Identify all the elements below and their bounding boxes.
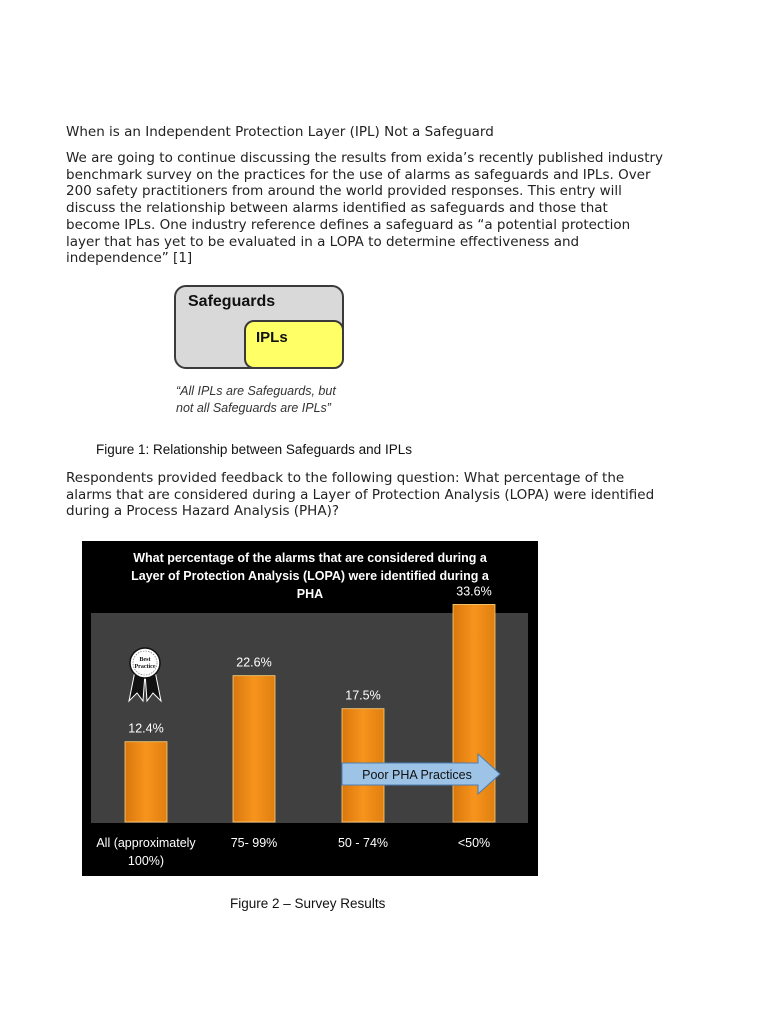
- chart-title-line: Layer of Protection Analysis (LOPA) were identified during a: [131, 569, 489, 583]
- paragraph-line: 200 safety practitioners from around the world provided responses. This entry will: [66, 183, 622, 200]
- question-paragraph: [66, 470, 654, 520]
- category-label-0: All (approximately: [96, 836, 196, 850]
- badge-text-best: Best: [139, 657, 151, 663]
- paragraph-line: benchmark survey on the practices for the use of alarms as safeguards and IPLs. Over: [66, 166, 651, 183]
- bar-1: [233, 676, 275, 822]
- figure1-caption: Figure 1: Relationship between Safeguards and IPLs: [96, 442, 412, 457]
- category-label-3: <50%: [457, 836, 491, 850]
- chart-title-line: What percentage of the alarms that are considered during a: [133, 551, 487, 565]
- poor-pha-label: Poor PHA Practices: [362, 768, 472, 782]
- survey-chart: [82, 541, 538, 876]
- data-label-3: 33.6%: [456, 584, 492, 599]
- chart-canvas: [82, 541, 538, 876]
- badge-text-practice: Practice: [134, 664, 156, 670]
- category-label-2: 50 - 74%: [337, 836, 389, 850]
- data-label-1: 22.6%: [236, 655, 272, 670]
- paragraph-line: Respondents provided feedback to the following question: What percentage of the: [66, 470, 625, 486]
- figure1-quote: [176, 383, 336, 417]
- bar-3: [453, 604, 495, 822]
- category-label-0: 100%): [127, 854, 165, 868]
- quote-line: “All IPLs are Safeguards, but: [176, 384, 336, 398]
- chart-title-line: PHA: [296, 587, 324, 601]
- quote-line: not all Safeguards are IPLs”: [176, 401, 331, 415]
- article-heading: When is an Independent Protection Layer (IPL) Not a Safeguard: [66, 124, 494, 140]
- paragraph-line: during a Process Hazard Analysis (PHA)?: [66, 503, 340, 520]
- safeguards-box: [174, 285, 344, 369]
- ipls-label: IPLs: [256, 329, 288, 346]
- paragraph-line: layer that has yet to be evaluated in a LOPA to determine effectiveness and: [66, 233, 580, 250]
- ipls-box: [244, 320, 344, 369]
- data-label-2: 17.5%: [345, 688, 381, 703]
- paragraph-line: independence” [1]: [66, 250, 193, 267]
- paragraph-line: alarms that are considered during a Layer of Protection Analysis (LOPA) were identified: [66, 486, 655, 503]
- best-practice-ribbon-icon: [127, 647, 163, 703]
- bar-0: [125, 742, 167, 822]
- paragraph-line: discuss the relationship between alarms identified as safeguards and those that: [66, 200, 608, 217]
- safeguards-label: Safeguards: [188, 293, 276, 310]
- category-label-1: 75- 99%: [230, 836, 278, 850]
- figure2-caption: Figure 2 – Survey Results: [230, 896, 386, 911]
- paragraph-line: become IPLs. One industry reference defines a safeguard as “a potential protection: [66, 216, 631, 233]
- intro-paragraph: [66, 150, 663, 267]
- data-label-0: 12.4%: [128, 721, 164, 736]
- paragraph-line: We are going to continue discussing the results from exida’s recently published industry: [66, 150, 664, 166]
